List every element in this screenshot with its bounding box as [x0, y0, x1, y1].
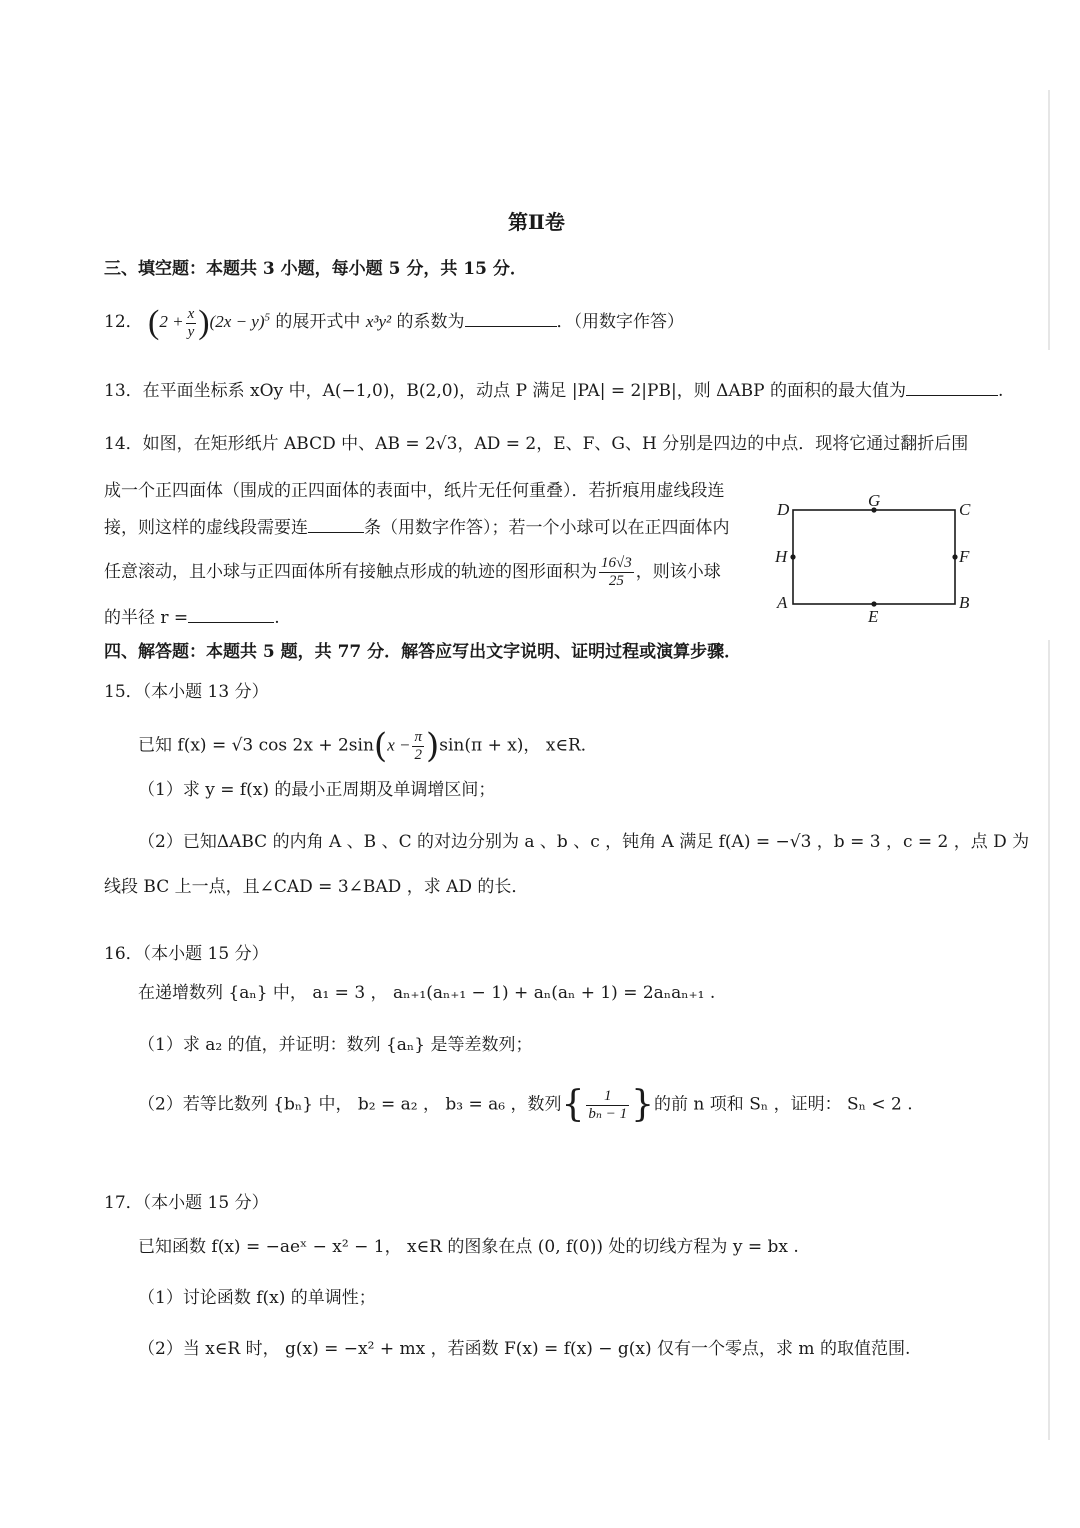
q16-frac-den: bₙ − 1: [588, 1105, 628, 1122]
q12-number: 12．: [104, 311, 143, 332]
label-f: F: [959, 547, 970, 566]
q14-frac-den: 25: [608, 573, 624, 589]
q14-line3-a: 接，则这样的虚线段需要连: [104, 518, 308, 538]
q14-line4-a: 任意滚动，且小球与正四面体所有接触点形成的轨迹的图形面积为: [104, 562, 597, 582]
q17-part-2: （2）当 x∈R 时， g(x) = −x² + mx ，若函数 F(x) = f(x) − g(x) 仅有一个零点，求 m 的取值范围.: [138, 1339, 911, 1359]
question-14-line-4: [104, 556, 721, 589]
q12-exp: 5: [264, 311, 270, 324]
q14-line5-a: 的半径 r =: [104, 608, 189, 628]
q15-frac-den: 2: [414, 746, 422, 763]
rectangle-figure: [770, 488, 980, 628]
q12-expression: (2 + $\frac{x}{y}$ )$(2x - y)^5$: [148, 304, 270, 341]
q16-fraction: [586, 1089, 629, 1122]
q15-given-b: sin(π + x)， x∈R．: [439, 735, 598, 756]
q12-frac-den: y: [187, 323, 195, 340]
label-g: G: [868, 491, 881, 510]
q14-blank-count: [308, 531, 364, 533]
q15-frac-num: π: [414, 728, 422, 745]
q17-given: 已知函数 f(x) = −aeˣ − x² − 1， x∈R 的图象在点 (0, f(0)) 处的切线方程为 y = bx .: [138, 1237, 799, 1257]
q16-part-2-a: （2）若等比数列 {bₙ} 中， b₂ = a₂ ， b₃ = a₆ ，数列: [138, 1094, 562, 1115]
q12-expr-mid: (2x − y): [209, 311, 265, 331]
q15-part-1: （1）求 y = f(x) 的最小正周期及单调增区间；: [138, 780, 496, 800]
label-d: D: [777, 500, 790, 519]
section-4-heading: 四、解答题：本题共 5 题，共 77 分．解答应写出文字说明、证明过程或演算步骤．: [104, 642, 742, 662]
scan-edge-shadow-lower: [1048, 640, 1050, 1440]
q12-answer-blank: [465, 325, 557, 327]
point-e: [871, 601, 876, 606]
q15-frac-pre: x −: [387, 735, 411, 755]
q12-text-c: ．（用数字作答）: [556, 311, 685, 332]
q17-part-1: （1）讨论函数 f(x) 的单调性；: [138, 1288, 376, 1308]
q14-frac-num: 16√3: [601, 555, 632, 571]
q15-given: 已知 f(x) = √3 cos 2x + 2sin(x − $\frac{\pi}{2}$ )sin(π + x)， x∈R．: [138, 726, 598, 766]
volume-title: 第Ⅱ卷: [508, 210, 565, 234]
q15-part-2-line-1: （2）已知ΔABC 的内角 A 、B 、C 的对边分别为 a 、b 、c ，钝角 A 满足 f(A) = −√3 ，b = 3 ，c = 2 ，点 D 为: [138, 832, 1030, 852]
q15-part-2-line-2: 线段 BC 上一点，且∠CAD = 3∠BAD ，求 AD 的长．: [104, 877, 529, 897]
label-e: E: [868, 607, 879, 626]
question-14-line-3: [104, 520, 730, 537]
q16-part-2-b: 的前 n 项和 Sₙ ，证明： Sₙ < 2 .: [654, 1094, 913, 1115]
label-a: A: [777, 593, 788, 612]
rectangle-abcd: [793, 510, 955, 604]
q12-text-a: 的展开式中: [270, 311, 366, 332]
q12-frac-num: x: [187, 305, 195, 322]
q16-number: 16．（本小题 15 分）: [104, 944, 269, 964]
scan-edge-shadow: [1048, 90, 1050, 350]
section-3-heading: 三、填空题：本题共 3 小题，每小题 5 分，共 15 分．: [104, 259, 527, 279]
q16-frac-num: 1: [586, 1089, 629, 1106]
question-12: [104, 306, 684, 340]
q13-end: .: [998, 381, 1004, 401]
q13-answer-blank: [906, 394, 998, 396]
q16-part-2: （2）若等比数列 {bₙ} 中， b₂ = a₂ ， b₃ = a₆ ，数列{ $\frac{1}{\text{bₙ − 1}}$ }的前 n 项和 Sₙ ，证明： Sₙ < 2 .: [138, 1084, 913, 1125]
q15-number: 15．（本小题 13 分）: [104, 682, 269, 702]
label-c: C: [959, 500, 971, 519]
q16-part-1: （1）求 a₂ 的值，并证明：数列 {aₙ} 是等差数列；: [138, 1035, 533, 1055]
q15-fraction: [412, 730, 424, 763]
question-14-line-1: 14．如图，在矩形纸片 ABCD 中、AB = 2√3，AD = 2，E、F、G、H 分别是四边的中点．现将它通过翻折后围: [104, 434, 969, 454]
q12-term: x³y²: [365, 311, 392, 331]
q12-paren-pre: 2 +: [159, 311, 184, 331]
q14-line4-b: ，则该小球: [635, 562, 721, 582]
q14-line5-b: .: [274, 608, 280, 628]
q14-blank-radius: [188, 621, 274, 623]
question-13: [104, 383, 1003, 400]
question-14-line-2: 成一个正四面体（围成的正四面体的表面中，纸片无任何重叠）．若折痕用虚线段连: [104, 481, 725, 501]
label-b: B: [959, 593, 970, 612]
q14-area-fraction: [599, 556, 634, 589]
question-14-line-5: [104, 610, 280, 627]
q12-text-b: 的系数为: [391, 311, 465, 332]
q15-given-a: 已知 f(x) = √3 cos 2x + 2sin: [138, 735, 374, 756]
q12-fraction: [186, 307, 197, 340]
point-f: [952, 554, 957, 559]
q13-text: 13．在平面坐标系 xOy 中，A(−1,0)，B(2,0)，动点 P 满足 |PA| = 2|PB|，则 ΔABP 的面积的最大值为: [104, 381, 906, 401]
point-h: [790, 554, 795, 559]
label-h: H: [775, 547, 788, 566]
q16-given: 在递增数列 {aₙ} 中， a₁ = 3 ， aₙ₊₁(aₙ₊₁ − 1) + aₙ(aₙ + 1) = 2aₙaₙ₊₁ .: [138, 983, 716, 1003]
q17-number: 17．（本小题 15 分）: [104, 1193, 269, 1213]
q14-line3-b: 条（用数字作答）；若一个小球可以在正四面体内: [364, 518, 730, 538]
